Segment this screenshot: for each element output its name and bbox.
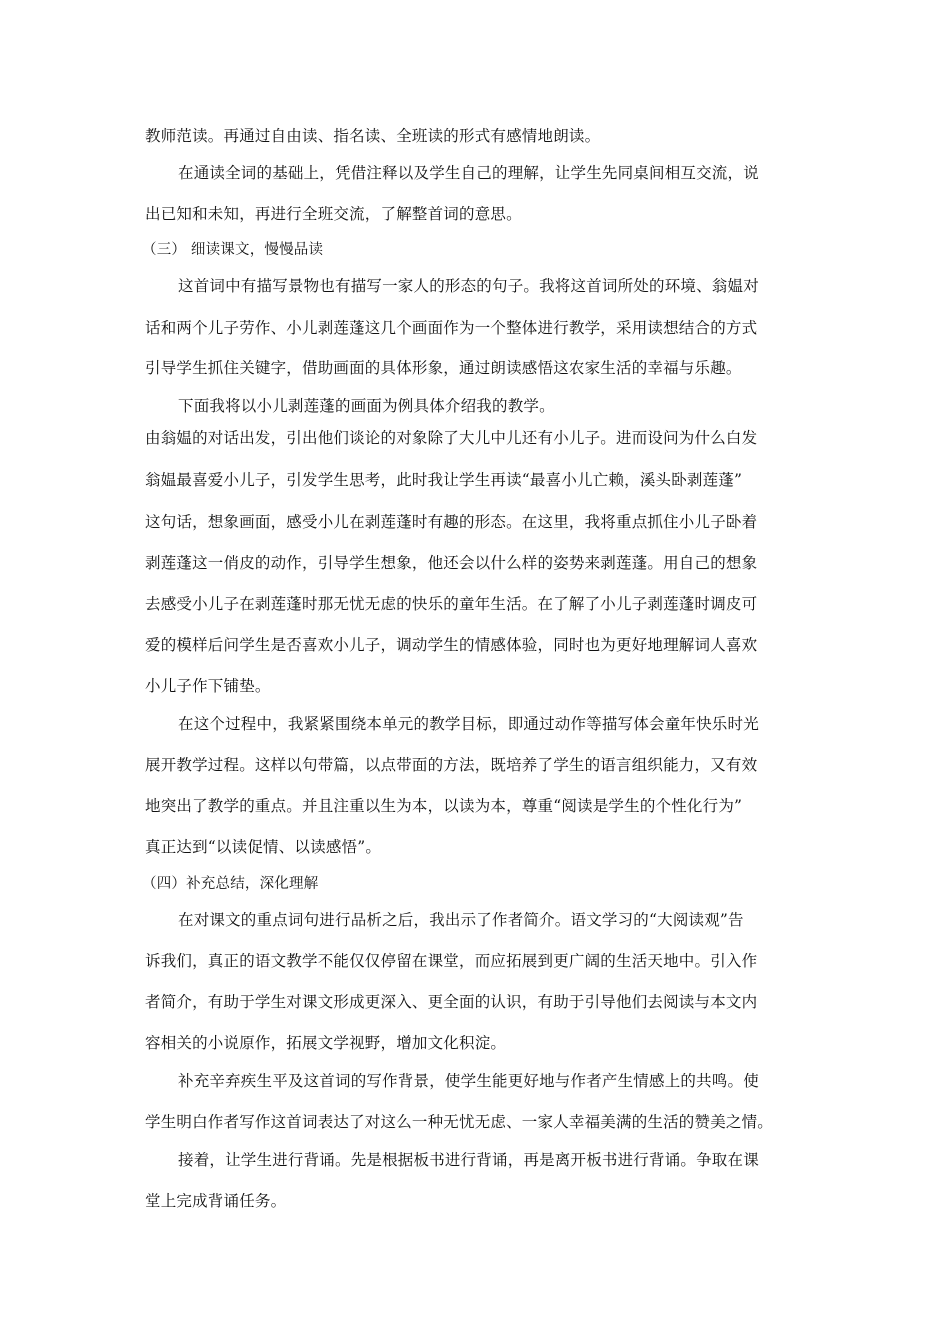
text-line: 由翁媪的对话出发，引出他们谈论的对象除了大儿中儿还有小儿子。进而设问为什么白发 [145,429,758,447]
text-line: 展开教学过程。这样以句带篇，以点带面的方法，既培养了学生的语言组织能力，又有效 [145,756,758,774]
text-line: 翁媪最喜爱小儿子，引发学生思考，此时我让学生再读“最喜小儿亡赖，溪头卧剥莲蓬” [145,471,743,489]
section-heading: （三） 细读课文，慢慢品读 [142,242,324,258]
text-line: 爱的模样后问学生是否喜欢小儿子，调动学生的情感体验，同时也为更好地理解词人喜欢 [145,636,758,654]
text-line: 地突出了教学的重点。并且注重以生为本，以读为本，尊重“阅读是学生的个性化行为” [145,797,743,815]
text-line: 真正达到“以读促情、以读感悟”。 [145,838,382,856]
text-line: 引导学生抓住关键字，借助画面的具体形象，通过朗读感悟这农家生活的幸福与乐趣。 [145,359,742,377]
section-heading: （四）补充总结，深化理解 [142,876,319,892]
text-line: 堂上完成背诵任务。 [145,1192,287,1210]
text-line: 补充辛弃疾生平及这首词的写作背景，使学生能更好地与作者产生情感上的共鸣。使 [178,1072,759,1090]
text-line: 去感受小儿子在剥莲蓬时那无忧无虑的快乐的童年生活。在了解了小儿子剥莲蓬时调皮可 [145,595,758,613]
text-line: 在这个过程中，我紧紧围绕本单元的教学目标，即通过动作等描写体会童年快乐时光 [178,715,759,733]
text-line: 话和两个儿子劳作、小儿剥莲蓬这几个画面作为一个整体进行教学，采用读想结合的方式 [145,319,758,337]
text-line: 剥莲蓬这一俏皮的动作，引导学生想象，他还会以什么样的姿势来剥莲蓬。用自己的想象 [145,554,758,572]
text-line: 容相关的小说原作，拓展文学视野，增加文化积淀。 [145,1034,507,1052]
text-line: 在对课文的重点词句进行品析之后，我出示了作者简介。语文学习的“大阅读观”告 [178,911,744,929]
text-line: 者简介，有助于学生对课文形成更深入、更全面的认识，有助于引导他们去阅读与本文内 [145,993,758,1011]
text-line: 下面我将以小儿剥莲蓬的画面为例具体介绍我的教学。 [178,397,555,415]
text-line: 教师范读。再通过自由读、指名读、全班读的形式有感情地朗读。 [145,127,601,145]
text-line: 在通读全词的基础上，凭借注释以及学生自己的理解，让学生先同桌间相互交流，说 [178,164,759,182]
text-line: 诉我们，真正的语文教学不能仅仅停留在课堂，而应拓展到更广阔的生活天地中。引入作 [145,952,758,970]
text-line: 小儿子作下铺垫。 [145,677,271,695]
text-line: 这首词中有描写景物也有描写一家人的形态的句子。我将这首词所处的环境、翁媪对 [178,277,759,295]
text-line: 这句话，想象画面，感受小儿在剥莲蓬时有趣的形态。在这里，我将重点抓住小儿子卧着 [145,513,758,531]
text-line: 学生明白作者写作这首词表达了对这么一种无忧无虑、一家人幸福美满的生活的赞美之情。 [145,1113,774,1131]
text-line: 接着，让学生进行背诵。先是根据板书进行背诵，再是离开板书进行背诵。争取在课 [178,1151,759,1169]
text-line: 出已知和未知，再进行全班交流，了解整首词的意思。 [145,205,522,223]
